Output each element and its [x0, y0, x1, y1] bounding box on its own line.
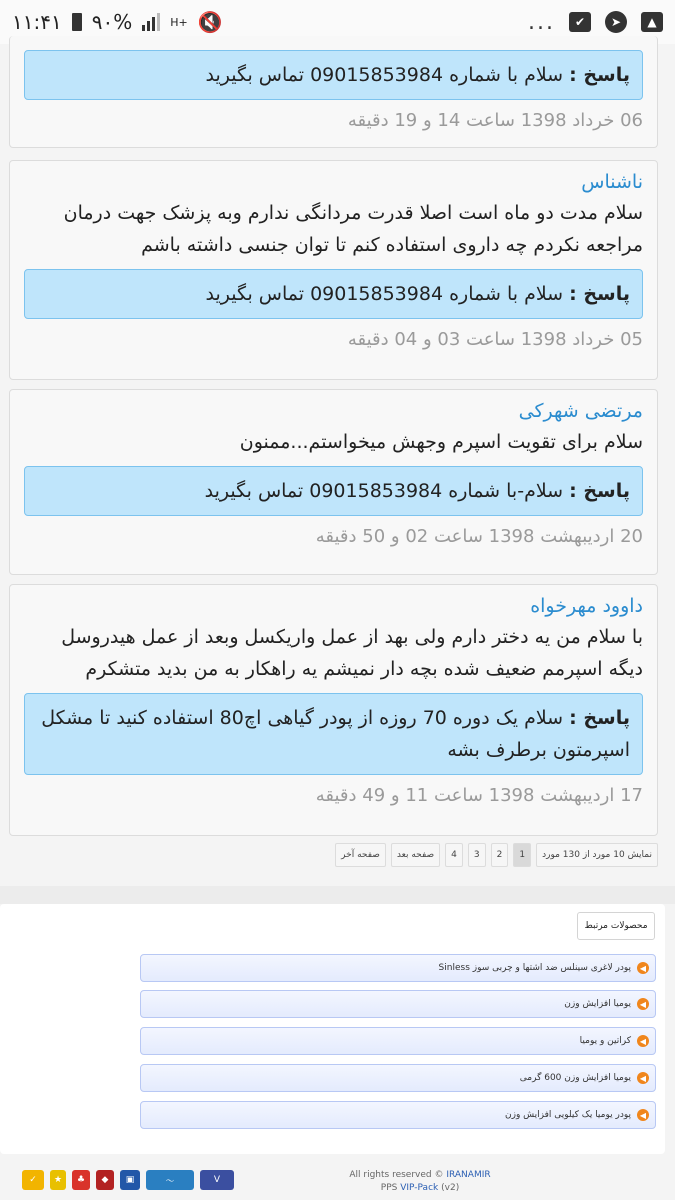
battery-level: ۹۰%: [91, 10, 133, 34]
samandehi-badge: ★: [50, 1170, 66, 1190]
related-item[interactable]: [140, 1064, 656, 1092]
comment-card: [9, 389, 658, 575]
telegram-icon: ➤: [605, 11, 627, 33]
comment-date: 06 خرداد 1398 ساعت 14 و 19 دقیقه: [347, 110, 643, 131]
more-notifications: ...: [528, 9, 555, 35]
message-icon: ✔: [569, 12, 591, 32]
brand-link[interactable]: IRANAMIR: [446, 1170, 491, 1180]
partner-badge: ◆: [96, 1170, 114, 1190]
partner-badge: ♣: [72, 1170, 90, 1190]
arrow-left-icon: ◀: [637, 962, 649, 974]
signal-icon: [142, 13, 160, 31]
page-1-button[interactable]: 1: [513, 843, 531, 867]
answer-text: سلام-با شماره 09015853984 تماس بگیرید: [204, 480, 564, 502]
partner-badge: ▣: [120, 1170, 140, 1190]
answer-text: سلام یک دوره 70 روزه از پودر گیاهی اچ80 استفاده کنید تا مشکل اسپرمتون برطرف بشه: [41, 707, 630, 761]
copyright: [340, 1169, 500, 1195]
page-2-button[interactable]: 2: [491, 843, 509, 867]
related-item[interactable]: [140, 954, 656, 982]
related-item-label: کراتین و یومیا: [579, 1036, 631, 1046]
related-item-label: پودر یومیا یک کیلویی افزایش وزن: [505, 1110, 631, 1120]
arrow-left-icon: ◀: [637, 1035, 649, 1047]
arrow-left-icon: ◀: [637, 1072, 649, 1084]
comment-text: سلام مدت دو ماه است اصلا قدرت مردانگی ندارم وبه پزشک جهت درمان مراجعه نکردم چه داروی استفاده کنم تا توان جنسی داشته باشم: [63, 202, 643, 256]
related-item-label: یومیا افزایش وزن 600 گرمی: [519, 1073, 631, 1083]
answer-text: سلام با شماره 09015853984 تماس بگیرید: [205, 283, 564, 305]
comment-card: [9, 584, 658, 836]
page-4-button[interactable]: 4: [445, 843, 463, 867]
related-item[interactable]: [140, 1101, 656, 1129]
pagination: [318, 843, 658, 867]
clock: ۱۱:۴۱: [12, 10, 62, 34]
related-products: [0, 904, 665, 1154]
vip-pack-link[interactable]: VIP-Pack: [400, 1183, 439, 1193]
page-3-button[interactable]: 3: [468, 843, 486, 867]
answer-label: پاسخ :: [569, 480, 630, 502]
related-item[interactable]: [140, 1027, 656, 1055]
answer-label: پاسخ :: [569, 64, 630, 86]
answer-box: [24, 269, 643, 319]
comment-card: [9, 36, 658, 148]
version-label: (v2): [441, 1183, 460, 1193]
answer-box: [24, 693, 643, 775]
comment-date: 20 اردیبهشت 1398 ساعت 02 و 50 دقیقه: [315, 526, 643, 547]
next-page-button[interactable]: صفحه بعد: [391, 843, 440, 867]
arrow-left-icon: ◀: [637, 1109, 649, 1121]
related-item-label: پودر لاغری سینلس ضد اشتها و چربی سوز Sinless: [438, 963, 631, 973]
comment-text: با سلام من یه دختر دارم ولی بهد از عمل واریکسل وبعد از عمل هیدروسل دیگه اسپرمم ضعیف شده بچه دار نمیشم یه راهکار به من بدید متشکرم: [61, 626, 643, 680]
enamad-badge: ✓: [22, 1170, 44, 1190]
answer-text: سلام با شماره 09015853984 تماس بگیرید: [205, 64, 564, 86]
comment-date: 05 خرداد 1398 ساعت 03 و 04 دقیقه: [347, 329, 643, 350]
last-page-button[interactable]: صفحه آخر: [335, 843, 386, 867]
comment-author: ناشناس: [581, 171, 643, 193]
comment-text: سلام برای تقویت اسپرم وجهش میخواستم...ممنون: [239, 431, 643, 453]
comment-date: 17 اردیبهشت 1398 ساعت 11 و 49 دقیقه: [315, 785, 643, 806]
battery-icon: [72, 13, 82, 31]
comment-author: مرتضی شهرکی: [518, 400, 643, 422]
vip-pack-logo: V: [200, 1170, 234, 1190]
pps-label: PPS: [380, 1183, 398, 1193]
network-type: H+: [170, 15, 188, 29]
footer: [0, 1160, 675, 1200]
answer-box: [24, 466, 643, 516]
gallery-icon: ▲: [641, 12, 663, 32]
related-item[interactable]: [140, 990, 656, 1018]
mute-icon: 🔇: [197, 10, 223, 34]
section-divider: [0, 886, 675, 904]
comment-author: داوود مهرخواه: [530, 595, 643, 617]
answer-label: پاسخ :: [569, 707, 630, 729]
partner-badge: 〜: [146, 1170, 194, 1190]
related-title: محصولات مرتبط: [577, 912, 655, 940]
answer-box: [24, 50, 643, 100]
trust-badges: [22, 1170, 234, 1190]
answer-label: پاسخ :: [569, 283, 630, 305]
copyright-text: All rights reserved ©: [349, 1170, 444, 1180]
comment-card: [9, 160, 658, 380]
pagination-summary: نمایش 10 مورد از 130 مورد: [536, 843, 658, 867]
arrow-left-icon: ◀: [637, 998, 649, 1010]
related-item-label: یومیا افزایش وزن: [564, 999, 631, 1009]
